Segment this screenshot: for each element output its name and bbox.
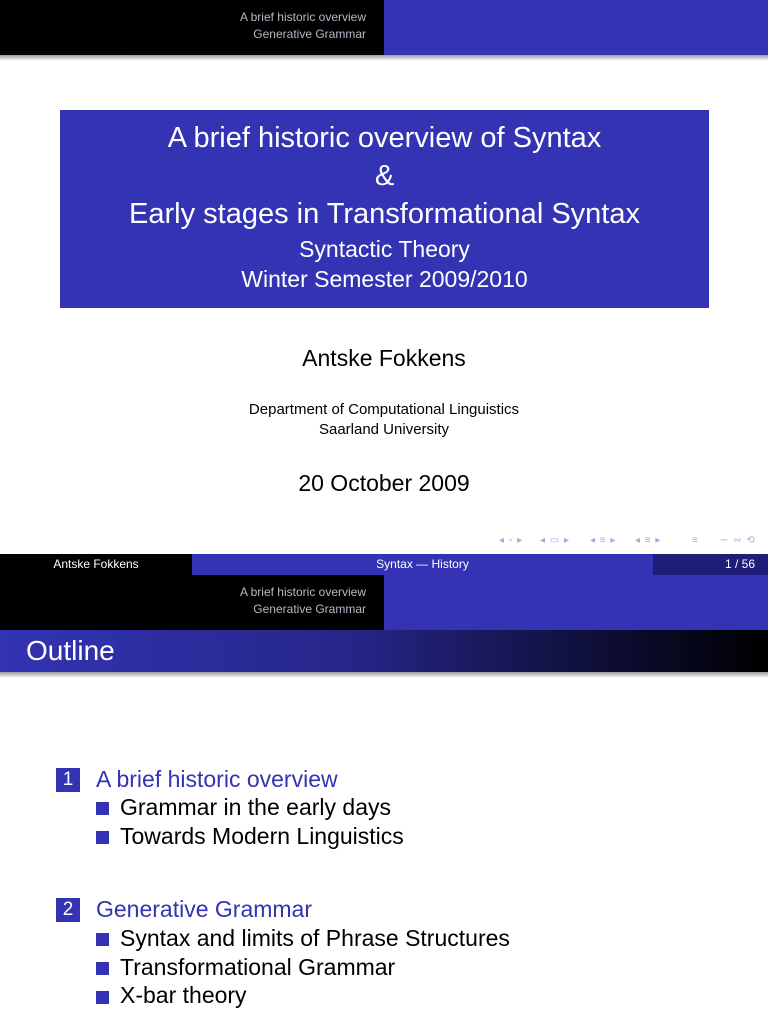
headline-subsection-link-2[interactable]: Generative Grammar <box>253 602 366 616</box>
headline-subsection-link[interactable]: Generative Grammar <box>253 27 366 41</box>
headline-left-bar <box>0 0 384 55</box>
headline-nav-text-2 <box>240 584 366 618</box>
bullet-square-icon <box>96 831 109 844</box>
headline-right-bar-2 <box>384 575 768 630</box>
frame-title-bar <box>0 630 768 672</box>
author-name: Antske Fokkens <box>302 345 466 371</box>
nav-search-icon[interactable]: ∽ ∾ ⟲ <box>720 535 756 546</box>
footer-author: Antske Fokkens <box>0 554 192 575</box>
outline-subsection-2-2-link[interactable]: Transformational Grammar <box>120 954 396 980</box>
institute-line-2: Saarland University <box>318 421 450 438</box>
outline-section-2-link[interactable]: Generative Grammar <box>96 896 313 922</box>
headline-section-link[interactable]: A brief historic overview <box>239 10 366 24</box>
subtitle-line-2: Winter Semester 2009/2010 <box>241 266 528 292</box>
title-line-2: & <box>374 160 395 192</box>
bullet-square-icon <box>96 991 109 1004</box>
headline-section-link-2[interactable]: A brief historic overview <box>239 585 366 599</box>
presentation-date: 20 October 2009 <box>298 470 470 496</box>
footer-title: Syntax — History <box>192 554 653 575</box>
title-block <box>60 110 709 308</box>
outline-subsection-2-3-link[interactable]: X-bar theory <box>120 982 247 1008</box>
outline-subsection-1-2-link[interactable]: Towards Modern Linguistics <box>120 823 404 849</box>
nav-section-left-icon[interactable]: ◂ ≡ ▸ <box>590 535 617 546</box>
headline-right-bar <box>384 0 768 55</box>
bullet-square-icon <box>96 802 109 815</box>
institute-line-1: Department of Computational Linguistics <box>248 401 520 418</box>
title-line-3: Early stages in Transformational Syntax <box>129 198 640 230</box>
nav-outline-icon[interactable]: ≡ <box>692 535 699 546</box>
outline-section-1-link[interactable]: A brief historic overview <box>96 766 338 792</box>
outline-subsection-2-1-link[interactable]: Syntax and limits of Phrase Structures <box>120 925 510 951</box>
footer-page-number: 1 / 56 <box>653 554 768 575</box>
nav-frame-icon[interactable]: ◂ ▫ ▸ <box>499 535 524 546</box>
headline-left-bar-2 <box>0 575 384 630</box>
bullet-square-icon <box>96 933 109 946</box>
frame-title: Outline <box>26 635 115 666</box>
subtitle-line-1: Syntactic Theory <box>299 236 470 262</box>
nav-subsection-icon[interactable]: ◂ ▭ ▸ <box>540 535 571 546</box>
frame-title-shadow <box>0 672 768 678</box>
headline-nav-text <box>240 9 366 43</box>
title-line-1: A brief historic overview of Syntax <box>167 122 602 154</box>
section-number-2: 2 <box>56 898 80 922</box>
outline-subsection-1-1-link[interactable]: Grammar in the early days <box>120 794 391 820</box>
bullet-square-icon <box>96 962 109 975</box>
section-number-1: 1 <box>56 768 80 792</box>
nav-section-right-icon[interactable]: ◂ ≡ ▸ <box>635 535 662 546</box>
headline-shadow <box>0 55 768 61</box>
